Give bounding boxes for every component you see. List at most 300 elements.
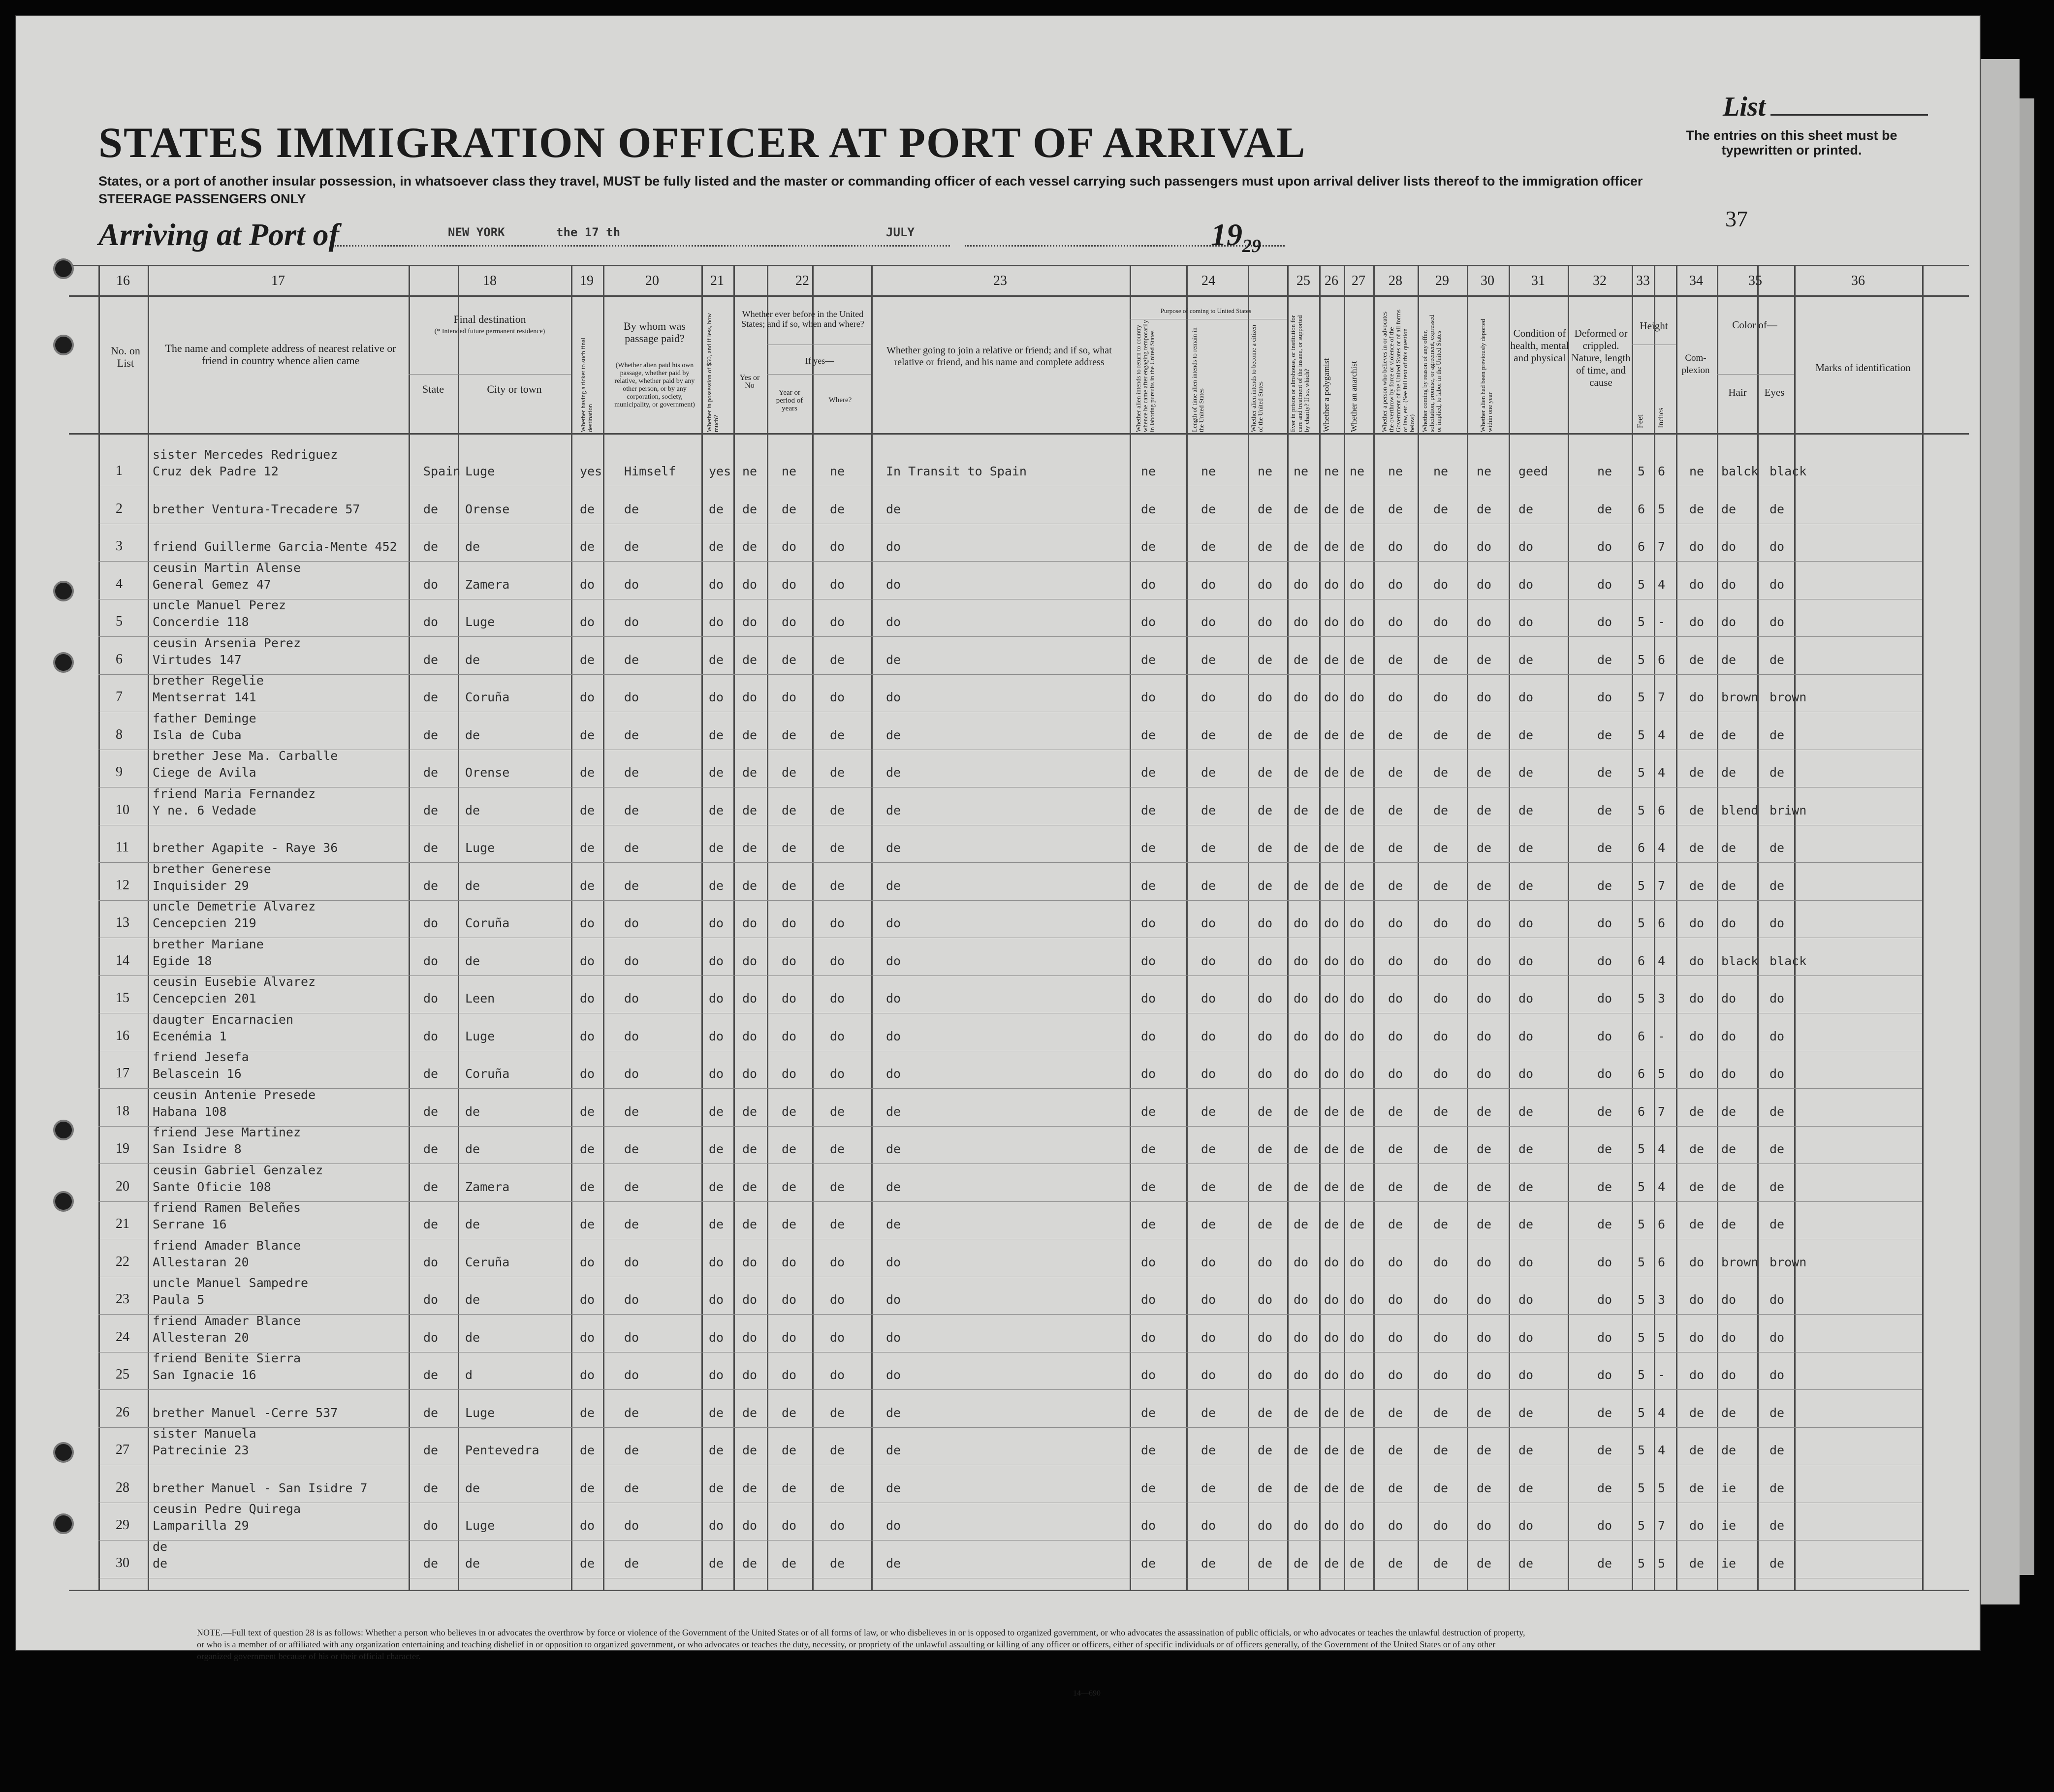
column-number: 35 [1748, 273, 1762, 288]
cell-ticket: do [580, 1518, 595, 1533]
cell-p1: do [1141, 1292, 1156, 1307]
cell-c28: do [1388, 991, 1403, 1006]
cell-c30: do [1477, 1518, 1492, 1533]
cell-p2: de [1201, 841, 1216, 855]
cell-eyes: do [1770, 1067, 1785, 1081]
relative-name: friend Jesefa [153, 1050, 249, 1064]
cell-join: do [886, 1368, 901, 1382]
cell-deform: de [1597, 878, 1612, 893]
cell-join: de [886, 1480, 901, 1495]
cell-join: de [886, 803, 901, 817]
cell-yn: de [742, 539, 758, 554]
cell-hair: do [1721, 1368, 1737, 1382]
cell-eyes: do [1770, 539, 1785, 554]
relative-name: brether Ventura-Trecadere 57 [153, 502, 360, 516]
cell-ticket: de [580, 652, 595, 667]
cell-c29: de [1433, 1405, 1449, 1420]
cell-state: de [423, 1368, 439, 1382]
cell-yr: de [782, 1443, 797, 1457]
cell-ft: 5 [1638, 878, 1645, 893]
cell-cond: do [1518, 690, 1534, 704]
grid-horizontal-rule [409, 374, 571, 375]
header-where: Where? [828, 396, 852, 404]
cell-deform: ne [1597, 464, 1612, 478]
cell-state: de [423, 878, 439, 893]
cell-where: de [830, 1443, 845, 1457]
row-number: 2 [116, 501, 123, 516]
cell-c27: do [1350, 1368, 1365, 1382]
cell-p1: do [1141, 577, 1156, 592]
cell-yn: do [742, 1029, 758, 1043]
cell-city: Coruña [465, 1067, 510, 1081]
cell-p3: de [1258, 1405, 1273, 1420]
cell-ft: 5 [1638, 765, 1645, 780]
grid-horizontal-rule [69, 295, 1969, 297]
cell-paid: de [624, 1179, 639, 1194]
cell-in: 6 [1658, 1255, 1666, 1269]
port-value: NEW YORK [448, 225, 505, 239]
cell-c25: de [1294, 727, 1309, 742]
cell-join: de [886, 878, 901, 893]
cell-c28: de [1388, 841, 1403, 855]
cell-eyes: de [1770, 1179, 1785, 1194]
cell-hair: do [1721, 1330, 1737, 1345]
cell-yn: de [742, 652, 758, 667]
cell-city: Zamera [465, 577, 510, 592]
cell-cond: do [1518, 1255, 1534, 1269]
cell-city: Leen [465, 991, 495, 1006]
cell-ft: 5 [1638, 727, 1645, 742]
cell-state: do [423, 1330, 439, 1345]
cell-ft: 5 [1638, 1405, 1645, 1420]
cell-c26: do [1324, 690, 1339, 704]
cell-city: de [465, 1330, 480, 1345]
relative-name: friend Jese Martinez [153, 1125, 301, 1139]
cell-c29: do [1433, 1067, 1449, 1081]
cell-hair: de [1721, 1443, 1737, 1457]
grid-vertical-rule [767, 265, 768, 1590]
cell-hair: do [1721, 577, 1737, 592]
cell-c27: de [1350, 878, 1365, 893]
header-prison: Ever in prison or almshouse, or institution for care and treatment of the insane, or supported by charity? If so, which? [1289, 315, 1310, 432]
cell-yn: de [742, 727, 758, 742]
cell-comp: de [1689, 1480, 1705, 1495]
cell-p3: de [1258, 1179, 1273, 1194]
relative-name: brether Jese Ma. Carballe [153, 749, 338, 763]
header-purpose-return: Whether alien intends to return to country whence he came after engaging temporarily in laboring pursuits in the United States [1135, 320, 1156, 432]
cell-in: 3 [1658, 991, 1666, 1006]
binder-hole [53, 335, 74, 355]
cell-comp: de [1689, 502, 1705, 516]
grid-vertical-rule [1632, 265, 1633, 1590]
cell-yn: do [742, 916, 758, 930]
header-paid-by-note: (Whether alien paid his own passage, whether paid by relative, whether paid by any other person, or by any corporation, society, municipality, or government) [614, 362, 695, 409]
header-year-period: Year or period of years [776, 389, 803, 412]
cell-cond: de [1518, 841, 1534, 855]
cell-p3: de [1258, 803, 1273, 817]
cell-state: do [423, 1518, 439, 1533]
relative-name: ceusin Arsenia Perez [153, 635, 301, 650]
cell-p1: de [1141, 652, 1156, 667]
cell-p3: ne [1258, 464, 1273, 478]
cell-c29: de [1433, 1480, 1449, 1495]
cell-fifty: do [709, 1368, 724, 1382]
cell-yr: do [782, 1029, 797, 1043]
cell-c25: do [1294, 1292, 1309, 1307]
cell-p2: de [1201, 878, 1216, 893]
cell-ft: 5 [1638, 1480, 1645, 1495]
row-number: 20 [116, 1178, 129, 1194]
cell-c27: de [1350, 765, 1365, 780]
cell-join: de [886, 1405, 901, 1420]
cell-ticket: de [580, 1405, 595, 1420]
cell-in: 5 [1658, 1067, 1666, 1081]
cell-comp: de [1689, 803, 1705, 817]
cell-deform: de [1597, 841, 1612, 855]
cell-c30: de [1477, 841, 1492, 855]
cell-p3: do [1258, 690, 1273, 704]
cell-state: de [423, 765, 439, 780]
cell-c27: de [1350, 1217, 1365, 1231]
cell-c27: de [1350, 1443, 1365, 1457]
row-number: 29 [116, 1517, 129, 1533]
cell-p1: do [1141, 1255, 1156, 1269]
manifest-title: STATES IMMIGRATION OFFICER AT PORT OF ARRIVAL [98, 119, 1306, 167]
cell-deform: de [1597, 1142, 1612, 1156]
cell-join: de [886, 1142, 901, 1156]
cell-paid: do [624, 916, 639, 930]
cell-c28: do [1388, 916, 1403, 930]
cell-comp: de [1689, 1104, 1705, 1119]
column-number: 31 [1531, 273, 1545, 288]
cell-c27: de [1350, 652, 1365, 667]
header-paid-by: By whom was passage paid? [624, 320, 686, 345]
cell-fifty: do [709, 1518, 724, 1533]
cell-fifty: do [709, 991, 724, 1006]
grid-vertical-rule [701, 265, 703, 1590]
cell-eyes: de [1770, 1104, 1785, 1119]
cell-yr: de [782, 727, 797, 742]
cell-p3: de [1258, 1480, 1273, 1495]
cell-deform: do [1597, 615, 1612, 629]
cell-cond: de [1518, 1556, 1534, 1571]
cell-in: 4 [1658, 1405, 1666, 1420]
cell-c26: do [1324, 615, 1339, 629]
cell-where: do [830, 991, 845, 1006]
cell-ticket: de [580, 1179, 595, 1194]
cell-p1: do [1141, 690, 1156, 704]
row-number: 1 [116, 463, 123, 478]
cell-c29: do [1433, 1255, 1449, 1269]
cell-deform: de [1597, 652, 1612, 667]
cell-fifty: de [709, 1179, 724, 1194]
cell-c25: de [1294, 652, 1309, 667]
cell-c26: de [1324, 1104, 1339, 1119]
cell-p1: do [1141, 953, 1156, 968]
cell-state: Spain [423, 464, 461, 478]
header-hair: Hair [1728, 386, 1747, 398]
cell-deform: do [1597, 577, 1612, 592]
cell-p2: de [1201, 1556, 1216, 1571]
cell-c29: do [1433, 1368, 1449, 1382]
cell-in: 6 [1658, 464, 1666, 478]
cell-c25: de [1294, 1556, 1309, 1571]
cell-yr: de [782, 1480, 797, 1495]
grid-vertical-rule [1794, 265, 1796, 1590]
cell-c26: ne [1324, 464, 1339, 478]
cell-c28: de [1388, 1179, 1403, 1194]
cell-ft: 5 [1638, 803, 1645, 817]
cell-p1: de [1141, 1217, 1156, 1231]
header-joining: Whether going to join a relative or friend; and if so, what relative or friend, and his name and complete address [886, 345, 1112, 368]
cell-fifty: do [709, 1067, 724, 1081]
relative-name: brether Manuel - San Isidre 7 [153, 1480, 368, 1495]
row-number: 17 [116, 1066, 129, 1081]
cell-fifty: de [709, 539, 724, 554]
cell-hair: de [1721, 1179, 1737, 1194]
grid-vertical-rule [871, 265, 873, 1590]
cell-c27: do [1350, 991, 1365, 1006]
relative-address: Mentserrat 141 [153, 690, 256, 704]
relative-name: brether Agapite - Raye 36 [153, 841, 338, 855]
cell-hair: blend [1721, 803, 1759, 817]
cell-cond: geed [1518, 464, 1548, 478]
row-number: 6 [116, 651, 123, 667]
cell-city: Zamera [465, 1179, 510, 1194]
cell-c30: do [1477, 1330, 1492, 1345]
cell-c29: do [1433, 690, 1449, 704]
cell-cond: do [1518, 1067, 1534, 1081]
list-label: List [1723, 92, 1766, 122]
cell-c30: de [1477, 1405, 1492, 1420]
cell-deform: de [1597, 1556, 1612, 1571]
cell-c27: de [1350, 539, 1365, 554]
cell-ft: 5 [1638, 1142, 1645, 1156]
cell-in: 7 [1658, 878, 1666, 893]
header-purpose: Purpose of coming to United States [1160, 307, 1252, 314]
relative-name: brether Regelie [153, 673, 264, 688]
cell-c25: de [1294, 1104, 1309, 1119]
header-complexion: Com-plexion [1681, 353, 1710, 376]
relative-name: de [153, 1539, 168, 1554]
cell-state: do [423, 1292, 439, 1307]
cell-where: de [830, 652, 845, 667]
header-city: City or town [487, 383, 542, 395]
cell-eyes: do [1770, 1292, 1785, 1307]
cell-c25: de [1294, 1142, 1309, 1156]
row-number: 19 [116, 1141, 129, 1156]
cell-c29: do [1433, 615, 1449, 629]
cell-comp: do [1689, 1368, 1705, 1382]
cell-cond: do [1518, 1292, 1534, 1307]
cell-p1: do [1141, 916, 1156, 930]
cell-in: 4 [1658, 1179, 1666, 1194]
cell-p2: de [1201, 1217, 1216, 1231]
cell-deform: de [1597, 1405, 1612, 1420]
cell-p2: de [1201, 765, 1216, 780]
relative-address: Paula 5 [153, 1292, 205, 1307]
cell-where: de [830, 1142, 845, 1156]
cell-yn: do [742, 1330, 758, 1345]
binder-hole [53, 581, 74, 601]
manifest-sheet [16, 16, 1980, 1650]
column-number: 23 [993, 273, 1007, 288]
cell-c30: de [1477, 803, 1492, 817]
cell-deform: do [1597, 1368, 1612, 1382]
cell-c26: de [1324, 1405, 1339, 1420]
cell-c30: de [1477, 1142, 1492, 1156]
cell-comp: de [1689, 1217, 1705, 1231]
cell-fifty: de [709, 1443, 724, 1457]
cell-comp: do [1689, 690, 1705, 704]
cell-c26: do [1324, 1518, 1339, 1533]
cell-yr: de [782, 878, 797, 893]
cell-c27: de [1350, 841, 1365, 855]
relative-name: sister Manuela [153, 1426, 256, 1441]
cell-deform: do [1597, 991, 1612, 1006]
cell-cond: do [1518, 615, 1534, 629]
cell-deform: do [1597, 1067, 1612, 1081]
cell-c26: do [1324, 1292, 1339, 1307]
cell-comp: do [1689, 539, 1705, 554]
grid-vertical-rule [1757, 265, 1759, 1590]
cell-p2: do [1201, 690, 1216, 704]
cell-ticket: de [580, 502, 595, 516]
cell-ticket: de [580, 539, 595, 554]
row-number: 9 [116, 764, 123, 780]
cell-c27: de [1350, 1405, 1365, 1420]
cell-ft: 6 [1638, 953, 1645, 968]
cell-c29: de [1433, 803, 1449, 817]
relative-address: Sante Oficie 108 [153, 1179, 271, 1194]
cell-c28: de [1388, 765, 1403, 780]
relative-name: friend Benite Sierra [153, 1351, 301, 1365]
cell-ft: 5 [1638, 690, 1645, 704]
relative-address: Inquisider 29 [153, 878, 249, 893]
cell-fifty: do [709, 1330, 724, 1345]
cell-c26: de [1324, 765, 1339, 780]
cell-c27: do [1350, 1255, 1365, 1269]
cell-hair: de [1721, 1217, 1737, 1231]
arriving-line [98, 217, 1378, 256]
cell-join: do [886, 577, 901, 592]
cell-c28: de [1388, 1480, 1403, 1495]
cell-c28: do [1388, 1029, 1403, 1043]
cell-c26: do [1324, 1368, 1339, 1382]
cell-city: Luge [465, 841, 495, 855]
cell-ticket: do [580, 615, 595, 629]
row-rule [98, 1201, 1922, 1202]
cell-join: de [886, 1556, 901, 1571]
cell-eyes: de [1770, 1518, 1785, 1533]
relative-name: ceusin Antenie Presede [153, 1087, 316, 1102]
relative-name: daugter Encarnacien [153, 1012, 293, 1027]
cell-paid: do [624, 1029, 639, 1043]
cell-hair: de [1721, 1142, 1737, 1156]
cell-join: de [886, 841, 901, 855]
cell-p2: do [1201, 1029, 1216, 1043]
cell-in: 4 [1658, 765, 1666, 780]
relative-address: Belascein 16 [153, 1067, 242, 1081]
cell-c27: do [1350, 615, 1365, 629]
cell-paid: de [624, 539, 639, 554]
relative-address: Y ne. 6 Vedade [153, 803, 256, 817]
cell-c30: de [1477, 727, 1492, 742]
cell-p2: do [1201, 1518, 1216, 1533]
cell-paid: de [624, 1142, 639, 1156]
cell-state: do [423, 916, 439, 930]
cell-p1: de [1141, 539, 1156, 554]
cell-where: de [830, 841, 845, 855]
row-number: 23 [116, 1291, 129, 1307]
cell-p3: do [1258, 615, 1273, 629]
row-number: 18 [116, 1103, 129, 1119]
cell-cond: de [1518, 652, 1534, 667]
cell-fifty: de [709, 765, 724, 780]
cell-in: 5 [1658, 502, 1666, 516]
cell-fifty: de [709, 1480, 724, 1495]
cell-city: de [465, 1480, 480, 1495]
cell-c30: do [1477, 539, 1492, 554]
cell-p1: do [1141, 1029, 1156, 1043]
cell-c25: do [1294, 1029, 1309, 1043]
cell-ticket: de [580, 727, 595, 742]
header-no-on-list: No. on List [111, 345, 140, 369]
cell-yn: de [742, 1405, 758, 1420]
cell-cond: do [1518, 916, 1534, 930]
cell-c28: do [1388, 1067, 1403, 1081]
cell-p3: do [1258, 1518, 1273, 1533]
cell-c29: do [1433, 953, 1449, 968]
cell-hair: do [1721, 916, 1737, 930]
cell-p2: do [1201, 1292, 1216, 1307]
header-feet: Feet [1636, 414, 1644, 428]
cell-state: de [423, 1443, 439, 1457]
cell-ft: 5 [1638, 1368, 1645, 1382]
cell-eyes: do [1770, 1368, 1785, 1382]
cell-paid: de [624, 502, 639, 516]
cell-deform: de [1597, 803, 1612, 817]
grid-vertical-rule [1373, 265, 1375, 1590]
cell-fifty: de [709, 1217, 724, 1231]
cell-state: de [423, 690, 439, 704]
row-number: 8 [116, 726, 123, 742]
port-dotted-line [335, 245, 950, 247]
cell-c26: do [1324, 1255, 1339, 1269]
sheet-number: 37 [1725, 206, 1748, 231]
cell-state: do [423, 577, 439, 592]
cell-city: de [465, 1142, 480, 1156]
cell-state: de [423, 502, 439, 516]
cell-c25: de [1294, 502, 1309, 516]
cell-c26: de [1324, 841, 1339, 855]
cell-deform: do [1597, 1330, 1612, 1345]
cell-fifty: de [709, 502, 724, 516]
cell-p2: do [1201, 615, 1216, 629]
cell-fifty: de [709, 727, 724, 742]
cell-ft: 5 [1638, 991, 1645, 1006]
cell-p3: do [1258, 1255, 1273, 1269]
cell-p2: de [1201, 803, 1216, 817]
cell-in: 3 [1658, 1292, 1666, 1307]
cell-comp: do [1689, 1518, 1705, 1533]
row-rule [98, 636, 1922, 637]
header-purpose-length: Length of time alien intends to remain in the United States [1191, 327, 1205, 432]
cell-eyes: briwn [1770, 803, 1807, 817]
cell-p2: do [1201, 1255, 1216, 1269]
cell-state: de [423, 1142, 439, 1156]
cell-p3: de [1258, 502, 1273, 516]
